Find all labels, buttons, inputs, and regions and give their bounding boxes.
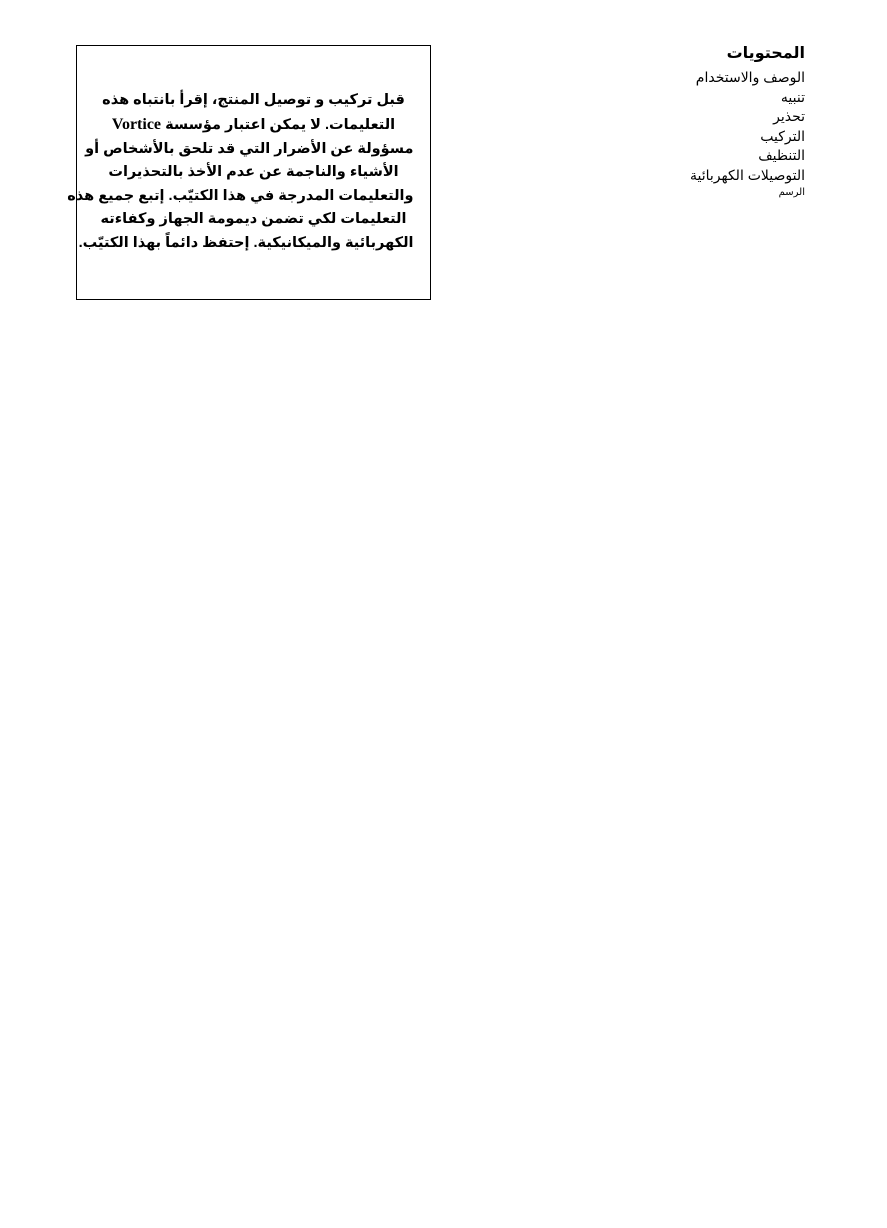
brand-name: Vortice	[111, 116, 162, 134]
contents-item-installation[interactable]: التركيب	[760, 127, 805, 144]
notice-text	[67, 89, 414, 255]
contents-item-electrical-connections[interactable]: التوصيلات الكهربائية	[689, 166, 805, 183]
contents-list	[545, 68, 805, 200]
notice-line-2	[94, 113, 414, 138]
notice-box	[67, 45, 431, 300]
notice-line-7: الكهربائية والميكانيكية. إحتفظ دائماً بهذا الكتيّب.	[78, 234, 414, 251]
contents-item-description-use[interactable]: الوصف والاستخدام	[695, 69, 805, 85]
notice-line-4: الأشياء والناجمة عن عدم الأخذ بالتحذيرات	[108, 164, 399, 181]
notice-line-1: قبل تركيب و توصيل المنتج، إقرأ بانتباه هذه	[102, 92, 405, 109]
contents-item-caution[interactable]: تنبيه	[780, 88, 805, 105]
contents-item-cleaning[interactable]: التنظيف	[758, 147, 805, 163]
contents-item-drawing[interactable]: الرسم	[778, 187, 805, 198]
contents-item-warning[interactable]: تحذير	[773, 108, 805, 124]
table-of-contents	[545, 44, 805, 200]
contents-title: المحتويات	[726, 45, 805, 62]
notice-line-2-text: التعليمات. لا يمكن اعتبار مؤسسة	[165, 117, 396, 134]
notice-line-3: مسؤولة عن الأضرار التي قد تلحق بالأشخاص أو	[85, 140, 414, 157]
notice-line-6: التعليمات لكي تضمن ديمومة الجهاز وكفاءته	[100, 211, 407, 228]
notice-line-5: والتعليمات المدرجة في هذا الكتيّب. إتبع جميع هذه	[67, 187, 414, 204]
